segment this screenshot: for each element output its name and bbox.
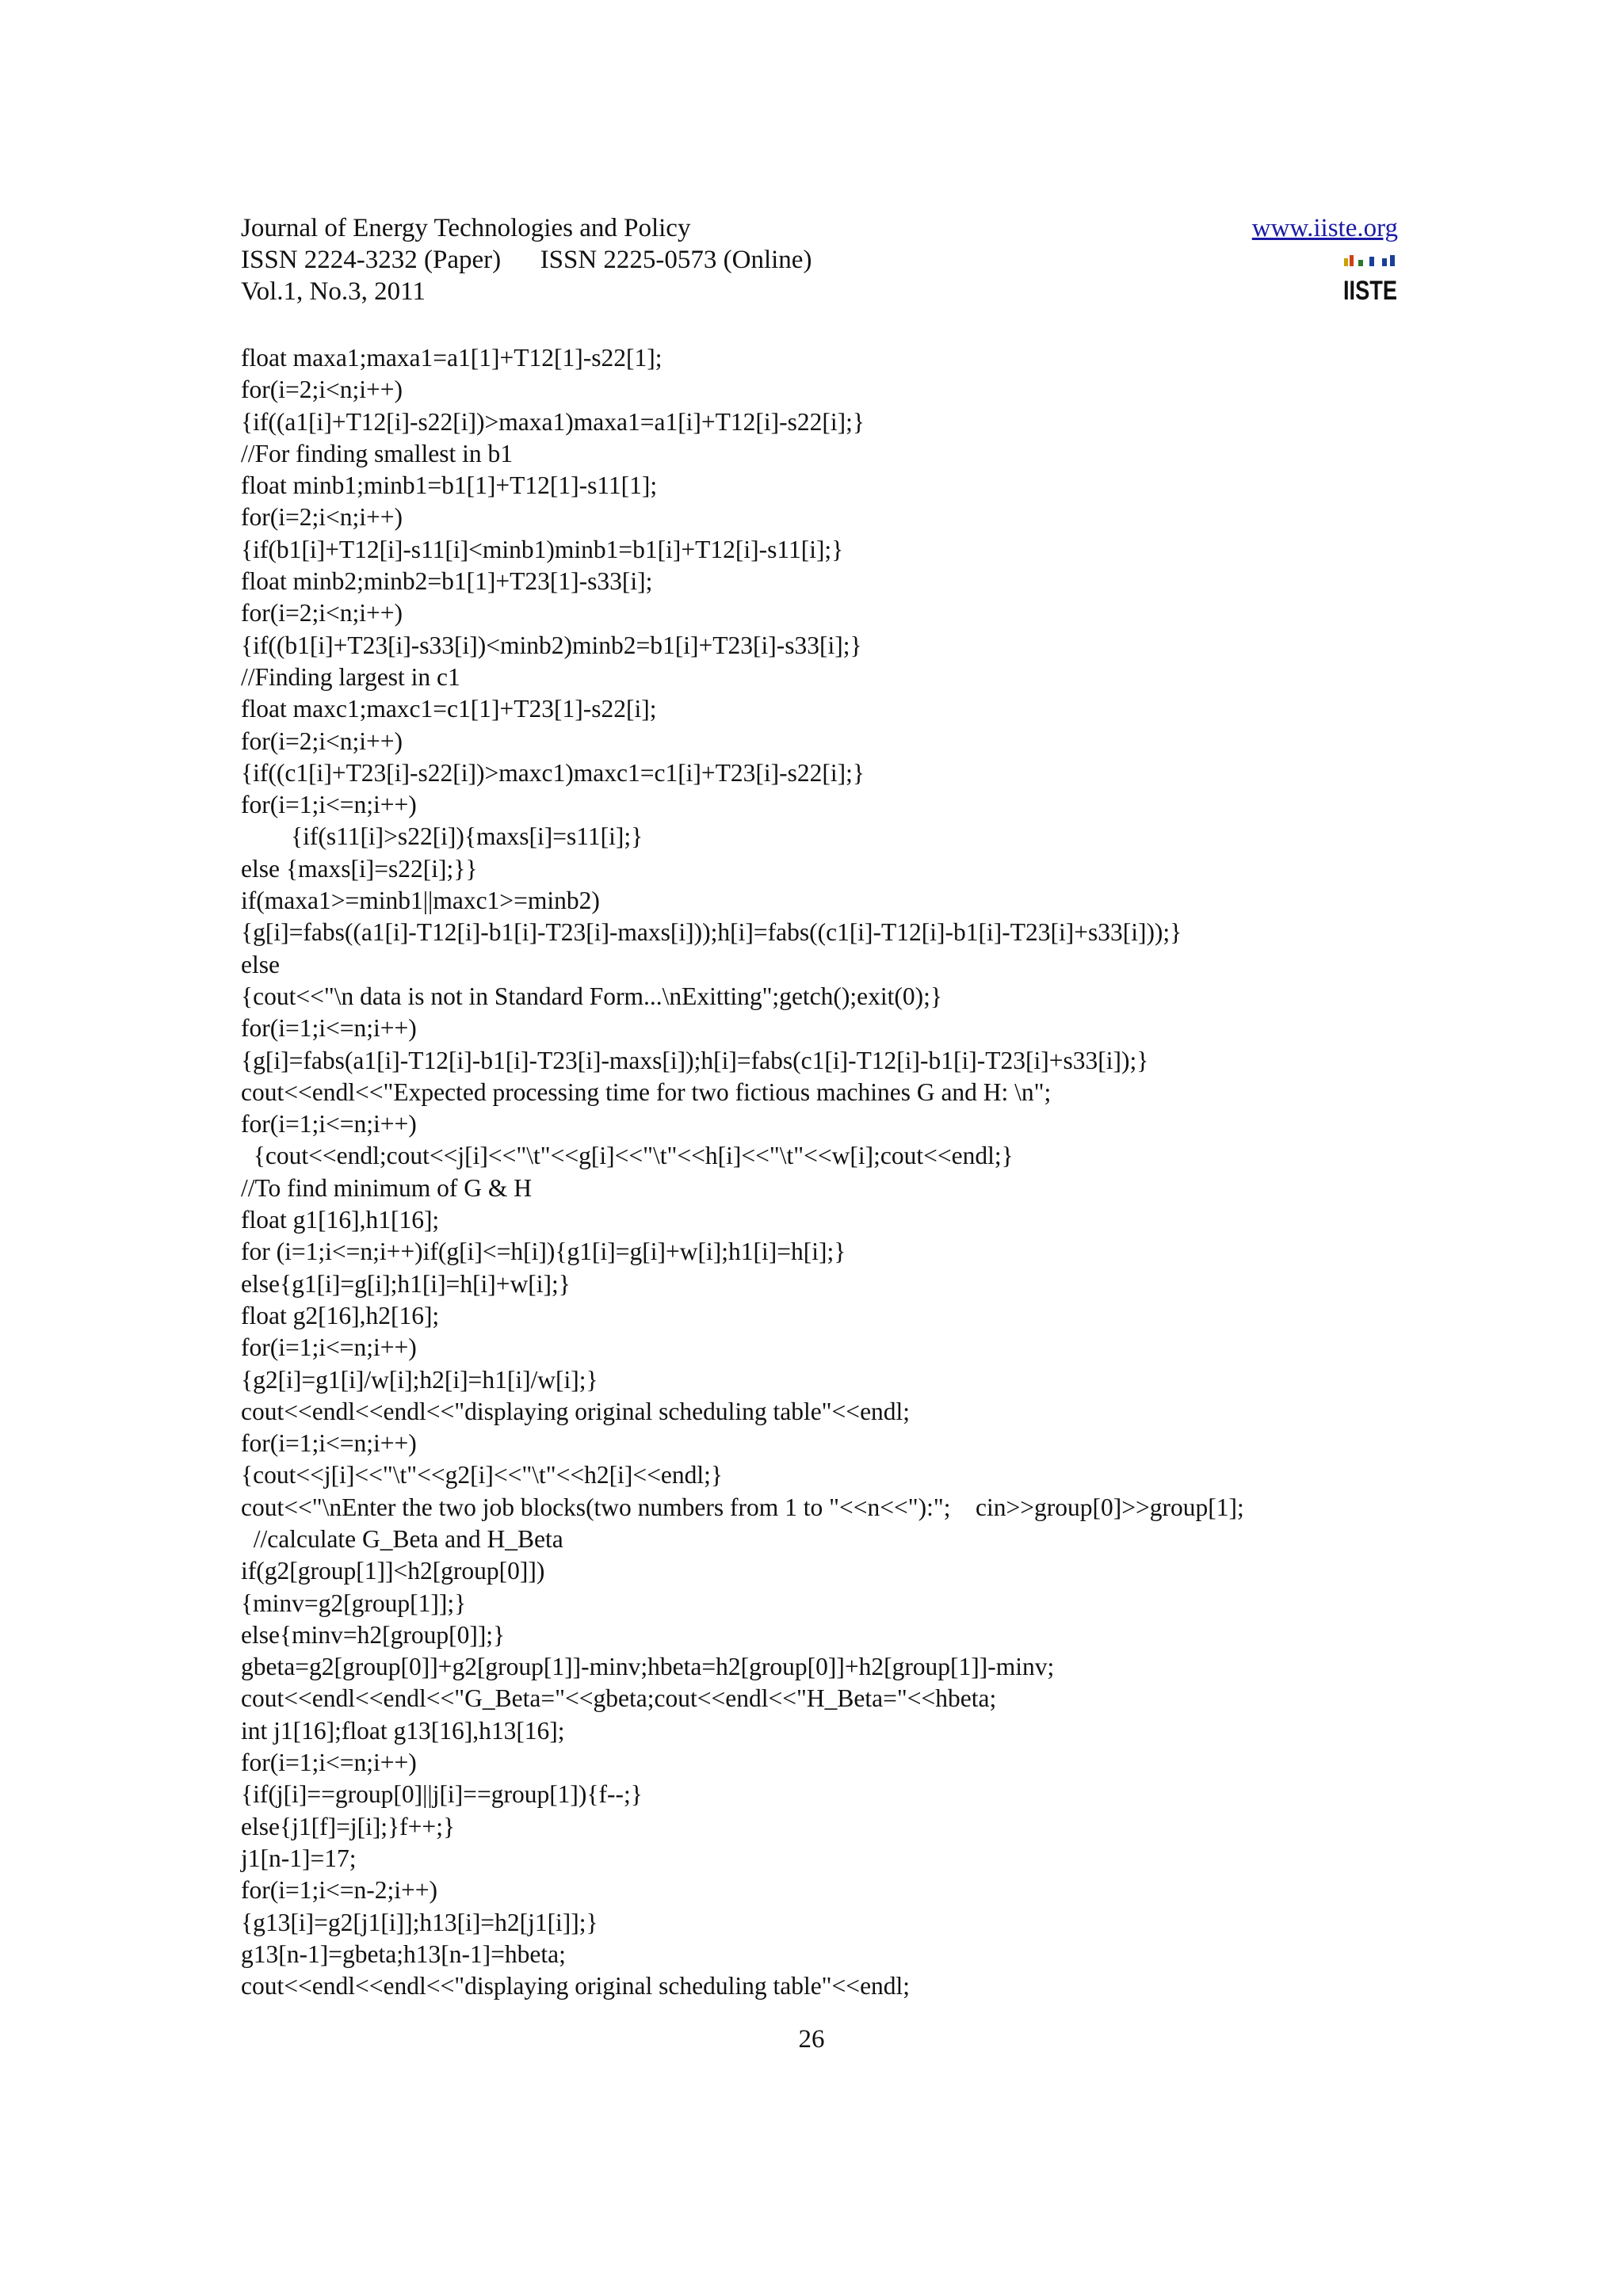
code-line: if(g2[group[1]]<h2[group[0]]) — [241, 1557, 545, 1585]
code-line: if(maxa1>=minb1||maxc1>=minb2) — [241, 887, 600, 915]
code-line: //For finding smallest in b1 — [241, 439, 513, 467]
code-line: cout<<"\nEnter the two job blocks(two numbers from 1 to "<<n<<"):"; cin>>group[0]>>group[1]; — [241, 1493, 1244, 1521]
code-line: cout<<endl<<endl<<"displaying original scheduling table"<<endl; — [241, 1397, 911, 1425]
code-line: for(i=2;i<n;i++) — [241, 727, 403, 755]
code-line: else{g1[i]=g[i];h1[i]=h[i]+w[i];} — [241, 1269, 571, 1298]
code-line: for(i=2;i<n;i++) — [241, 503, 403, 532]
code-line: for(i=1;i<=n-2;i++) — [241, 1876, 438, 1905]
code-line: for (i=1;i<=n;i++)if(g[i]<=h[i]){g1[i]=g[i]+w[i];h1[i]=h[i];} — [241, 1238, 846, 1266]
code-line: {if(j[i]==group[0]||j[i]==group[1]){f--;} — [241, 1780, 643, 1809]
website-link[interactable]: www.iiste.org — [1251, 214, 1398, 242]
svg-text:IISTE: IISTE — [1343, 276, 1397, 306]
code-line: {g[i]=fabs((a1[i]-T12[i]-b1[i]-T23[i]-maxs[i]));h[i]=fabs((c1[i]-T12[i]-b1[i]-T23[i]+s33[i]));} — [241, 918, 1182, 947]
code-line: j1[n-1]=17; — [241, 1844, 357, 1872]
code-line: {if((c1[i]+T23[i]-s22[i])>maxc1)maxc1=c1[i]+T23[i]-s22[i];} — [241, 758, 865, 787]
code-line: {g[i]=fabs(a1[i]-T12[i]-b1[i]-T23[i]-maxs[i]);h[i]=fabs(c1[i]-T12[i]-b1[i]-T23[i]+s33[i]);} — [241, 1046, 1149, 1074]
code-line: {cout<<j[i]<<"\t"<<g2[i]<<"\t"<<h2[i]<<endl;} — [241, 1461, 724, 1489]
code-line: //To find minimum of G & H — [241, 1173, 533, 1202]
code-line: else{minv=h2[group[0]];} — [241, 1620, 506, 1649]
code-line: cout<<endl<<endl<<"G_Beta="<<gbeta;cout<<endl<<"H_Beta="<<hbeta; — [241, 1684, 997, 1713]
volume-line: Vol.1, No.3, 2011 — [241, 277, 426, 306]
journal-title: Journal of Energy Technologies and Policy — [241, 214, 691, 242]
code-line: else — [241, 950, 280, 978]
code-line: float maxc1;maxc1=c1[1]+T23[1]-s22[i]; — [241, 695, 657, 723]
code-line: {if((a1[i]+T12[i]-s22[i])>maxa1)maxa1=a1[i]+T12[i]-s22[i];} — [241, 407, 865, 436]
code-line: float g2[16],h2[16]; — [241, 1301, 440, 1329]
code-line: cout<<endl<<endl<<"displaying original scheduling table"<<endl; — [241, 1972, 911, 2000]
code-line: int j1[16];float g13[16],h13[16]; — [241, 1716, 565, 1745]
code-line: for(i=1;i<=n;i++) — [241, 1014, 417, 1043]
code-line: {minv=g2[group[1]];} — [241, 1589, 467, 1617]
code-line: {cout<<"\n data is not in Standard Form...\nExitting";getch();exit(0);} — [241, 982, 942, 1010]
code-line: cout<<endl<<"Expected processing time for two fictious machines G and H: \n"; — [241, 1077, 1052, 1106]
code-line: for(i=2;i<n;i++) — [241, 599, 403, 627]
code-line: float g1[16],h1[16]; — [241, 1206, 440, 1234]
code-line: //calculate G_Beta and H_Beta — [241, 1524, 563, 1553]
code-line: for(i=1;i<=n;i++) — [241, 1333, 417, 1362]
code-line: for(i=2;i<n;i++) — [241, 376, 403, 404]
code-line: {g2[i]=g1[i]/w[i];h2[i]=h1[i]/w[i];} — [241, 1365, 598, 1394]
code-line: float maxa1;maxa1=a1[1]+T12[1]-s22[1]; — [241, 344, 663, 372]
code-line: for(i=1;i<=n;i++) — [241, 1429, 417, 1458]
page-number: 26 — [798, 2025, 825, 2054]
code-line: float minb2;minb2=b1[1]+T23[1]-s33[i]; — [241, 567, 653, 596]
code-line: {g13[i]=g2[j1[i]];h13[i]=h2[j1[i]];} — [241, 1908, 598, 1936]
iiste-logo — [1342, 252, 1398, 304]
code-listing — [241, 342, 1430, 2002]
code-line: {if(s11[i]>s22[i]){maxs[i]=s11[i];} — [241, 822, 643, 851]
issn-line: ISSN 2224-3232 (Paper) ISSN 2225-0573 (Online) — [241, 246, 812, 274]
code-line: for(i=1;i<=n;i++) — [241, 1110, 417, 1138]
code-line: g13[n-1]=gbeta;h13[n-1]=hbeta; — [241, 1939, 566, 1968]
code-line: else{j1[f]=j[i];}f++;} — [241, 1812, 456, 1840]
code-line: {cout<<endl;cout<<j[i]<<"\t"<<g[i]<<"\t"<<h[i]<<"\t"<<w[i];cout<<endl;} — [241, 1142, 1014, 1170]
code-line: for(i=1;i<=n;i++) — [241, 1749, 417, 1777]
page-header — [241, 212, 1398, 307]
code-line: float minb1;minb1=b1[1]+T12[1]-s11[1]; — [241, 471, 658, 500]
code-line: gbeta=g2[group[0]]+g2[group[1]]-minv;hbeta=h2[group[0]]+h2[group[1]]-minv; — [241, 1653, 1055, 1681]
code-line: for(i=1;i<=n;i++) — [241, 791, 417, 819]
code-line: else {maxs[i]=s22[i];}} — [241, 854, 478, 883]
code-line: {if(b1[i]+T12[i]-s11[i]<minb1)minb1=b1[i]+T12[i]-s11[i];} — [241, 535, 844, 563]
code-line: //Finding largest in c1 — [241, 662, 460, 691]
code-line: {if((b1[i]+T23[i]-s33[i])<minb2)minb2=b1[i]+T23[i]-s33[i];} — [241, 631, 862, 659]
